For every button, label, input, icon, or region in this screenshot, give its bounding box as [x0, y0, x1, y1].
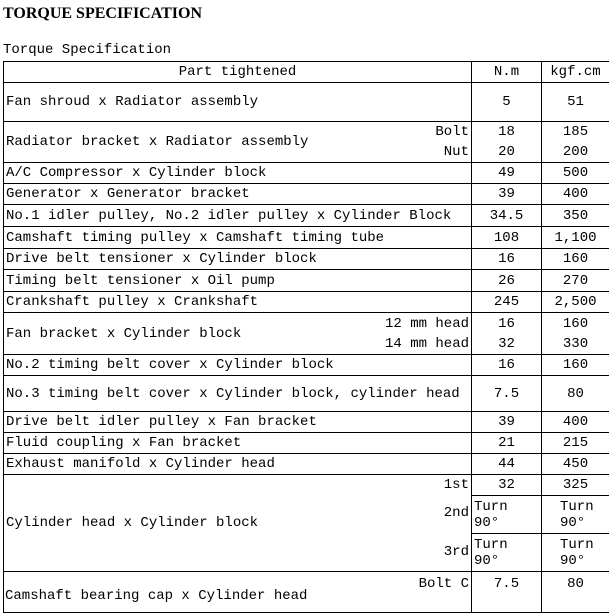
kgf-cell: 160 — [542, 249, 609, 270]
torque-spec-table — [3, 61, 609, 613]
table-row — [4, 433, 609, 454]
kgf-cell: 350 — [542, 205, 609, 227]
nm-cell: 34.5 — [472, 205, 542, 227]
condition-note: Nut — [444, 142, 469, 162]
table-row — [4, 454, 609, 475]
kgf-cell: 215 — [542, 433, 609, 454]
part-cell: Camshaft timing pulley x Camshaft timing tube — [4, 227, 472, 249]
table-row — [4, 355, 609, 376]
nm-value: Turn — [474, 537, 508, 553]
condition-note: 1st — [444, 475, 469, 495]
nm-value: 20 — [498, 144, 515, 160]
kgf-value: 90° — [560, 515, 585, 531]
kgf-cell — [542, 122, 609, 163]
kgf-cell: 400 — [542, 184, 609, 205]
nm-cell — [472, 496, 542, 534]
table-caption: Torque Specification — [3, 42, 171, 58]
nm-cell: 245 — [472, 292, 542, 313]
condition-note: Bolt C — [419, 576, 469, 592]
nm-value: 32 — [498, 336, 515, 352]
kgf-cell: 1,100 — [542, 227, 609, 249]
table-row — [4, 412, 609, 433]
nm-cell: 44 — [472, 454, 542, 475]
part-label: Radiator bracket x Radiator assembly — [6, 134, 308, 150]
kgf-cell: 450 — [542, 454, 609, 475]
kgf-cell: 160 — [542, 355, 609, 376]
nm-cell: 7.5 — [472, 572, 542, 613]
kgf-value: 200 — [563, 144, 588, 160]
part-cell: Drive belt tensioner x Cylinder block — [4, 249, 472, 270]
kgf-value: Turn — [560, 499, 594, 515]
table-header-row — [4, 62, 609, 83]
table-row — [4, 572, 609, 613]
nm-value: 16 — [498, 316, 515, 332]
nm-value: 18 — [498, 124, 515, 140]
table-row — [4, 122, 609, 163]
part-cell: Fluid coupling x Fan bracket — [4, 433, 472, 454]
table-row — [4, 249, 609, 270]
kgf-value: 330 — [563, 336, 588, 352]
table-row — [4, 184, 609, 205]
nm-cell: 39 — [472, 412, 542, 433]
nm-cell: 21 — [472, 433, 542, 454]
nm-cell: 5 — [472, 83, 542, 122]
nm-cell: 32 — [472, 475, 542, 496]
part-cell: Generator x Generator bracket — [4, 184, 472, 205]
part-cell: No.3 timing belt cover x Cylinder block, cylinder head — [4, 376, 472, 412]
nm-cell: 16 — [472, 249, 542, 270]
part-label: Camshaft bearing cap x Cylinder head — [5, 588, 307, 604]
part-label: Cylinder head x Cylinder block — [6, 515, 258, 531]
condition-note: 14 mm head — [385, 334, 469, 354]
header-nm: N.m — [472, 62, 542, 83]
part-cell: No.1 idler pulley, No.2 idler pulley x Cylinder Block — [4, 205, 472, 227]
nm-value: 90° — [474, 553, 499, 569]
part-cell: A/C Compressor x Cylinder block — [4, 163, 472, 184]
part-cell-multi — [4, 313, 472, 355]
kgf-cell — [542, 534, 609, 572]
condition-note: 12 mm head — [385, 314, 469, 334]
part-cell: Fan shroud x Radiator assembly — [4, 83, 472, 122]
table-row — [4, 205, 609, 227]
part-cell: Crankshaft pulley x Crankshaft — [4, 292, 472, 313]
table-row — [4, 227, 609, 249]
table-row — [4, 475, 609, 496]
kgf-cell: 400 — [542, 412, 609, 433]
part-cell-multi — [4, 122, 472, 163]
table-row — [4, 270, 609, 292]
nm-cell: 16 — [472, 355, 542, 376]
nm-value: 90° — [474, 515, 499, 531]
kgf-cell: 80 — [542, 572, 609, 613]
table-row — [4, 376, 609, 412]
part-cell: Exhaust manifold x Cylinder head — [4, 454, 472, 475]
nm-cell: 7.5 — [472, 376, 542, 412]
table-row — [4, 292, 609, 313]
kgf-value: 160 — [563, 316, 588, 332]
kgf-cell — [542, 496, 609, 534]
kgf-cell: 2,500 — [542, 292, 609, 313]
part-cell-multi — [4, 475, 472, 572]
kgf-value: 90° — [560, 553, 585, 569]
part-cell: Timing belt tensioner x Oil pump — [4, 270, 472, 292]
part-cell-multi — [4, 572, 472, 613]
condition-note: 3rd — [444, 542, 469, 562]
header-part-tightened: Part tightened — [4, 62, 472, 83]
condition-note: 2nd — [444, 503, 469, 523]
nm-value: Turn — [474, 499, 508, 515]
kgf-cell: 80 — [542, 376, 609, 412]
nm-cell: 26 — [472, 270, 542, 292]
nm-cell — [472, 313, 542, 355]
kgf-cell: 270 — [542, 270, 609, 292]
kgf-cell: 51 — [542, 83, 609, 122]
header-kgf: kgf.cm — [542, 62, 609, 83]
part-cell: Drive belt idler pulley x Fan bracket — [4, 412, 472, 433]
condition-note: Bolt — [435, 122, 469, 142]
kgf-cell: 325 — [542, 475, 609, 496]
table-row — [4, 83, 609, 122]
kgf-cell — [542, 313, 609, 355]
page-title: TORQUE SPECIFICATION — [3, 5, 202, 23]
kgf-value: 185 — [563, 124, 588, 140]
nm-cell: 39 — [472, 184, 542, 205]
part-label: Fan bracket x Cylinder block — [6, 326, 241, 342]
kgf-cell: 500 — [542, 163, 609, 184]
kgf-value: Turn — [560, 537, 594, 553]
table-row — [4, 313, 609, 355]
table-row — [4, 163, 609, 184]
nm-cell: 108 — [472, 227, 542, 249]
part-cell: No.2 timing belt cover x Cylinder block — [4, 355, 472, 376]
nm-cell — [472, 534, 542, 572]
nm-cell: 49 — [472, 163, 542, 184]
nm-cell — [472, 122, 542, 163]
